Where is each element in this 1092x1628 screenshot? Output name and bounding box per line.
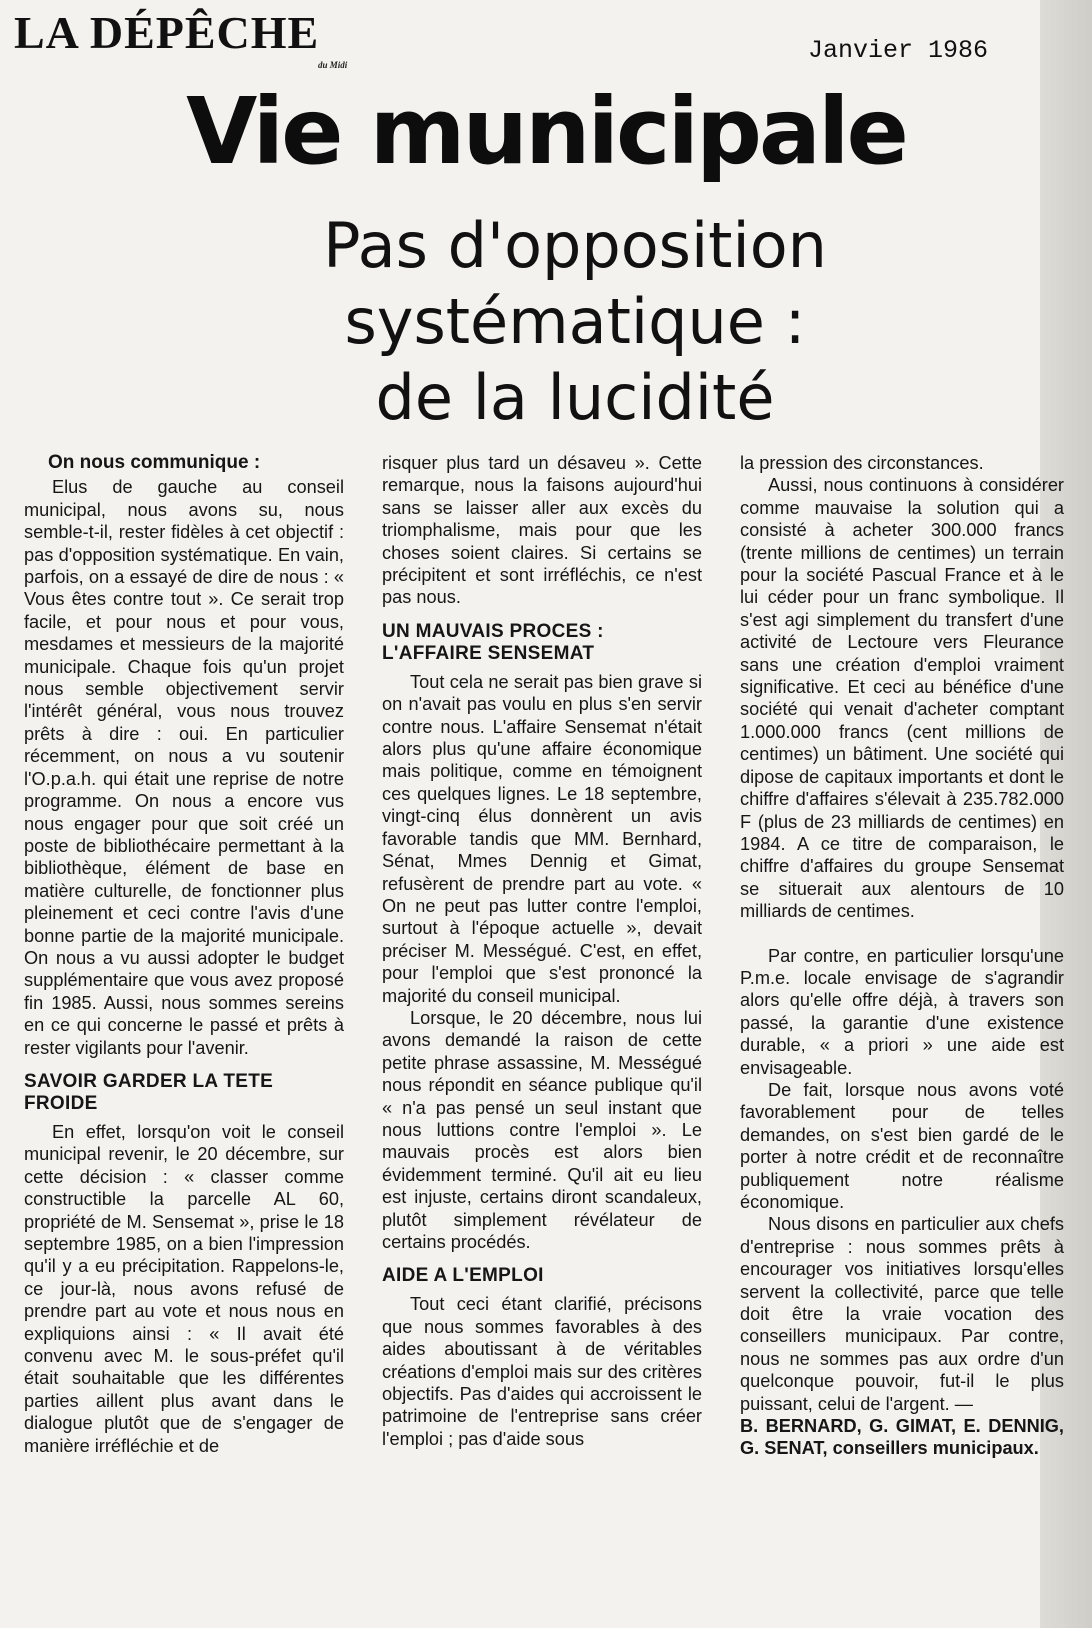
- lead-line: On nous communique :: [48, 452, 261, 473]
- paragraph: Aussi, nous continuons à considérer comme mauvaise la solution qui a consisté à acheter 300.000 francs (trente millions de centimes) un terrain pour la société Pascual France et à le lui céder pour un franc symbolique. Il s'est agi simplement du transfert d'une activité de Lectoure vers Fleurance sans une création d'emploi vraiment significative. Et ceci au bénéfice d'une société qui venait d'acheter comptant 1.000.000 francs (cent millions de centimes) un bâtiment. Une société qui dipose de capitaux importants et dont le chiffre d'affaires s'élevait à 235.782.000 F (plus de 23 milliards de centimes) en 1984. A ce titre de comparaison, le chiffre d'affaires du groupe Sensemat se situerait aux alentours de 10 milliards de centimes.: [740, 475, 1064, 922]
- masthead: LA DÉPÊCHE: [14, 7, 320, 58]
- headline-line: systématique :: [344, 285, 806, 358]
- paragraph: Par contre, en particulier lorsqu'une P.m.e. locale envisage de s'agrandir alors qu'elle offre déjà, à travers son passé, la garantie d'une existence durable, « a priori » une aide est envisageable.: [740, 945, 1064, 1078]
- paragraph: la pression des circonstances.: [740, 453, 984, 473]
- paragraph: Nous disons en particulier aux chefs d'entreprise : nous sommes prêts à encourager vos initiatives lorsqu'elles servent la collectivité, parce que telle doit être la vraie vocation des conseillers municipaux. Par contre, nous ne sommes pas aux ordre d'un quelconque pouvoir, fut-il le plus puissant, celui de l'argent. —: [740, 1214, 1064, 1414]
- paragraph: Elus de gauche au conseil municipal, nous avons su, nous semble-t-il, rester fidèles à cet objectif : pas d'opposition systématique. En vain, parfois, on a essayé de dire de nous : « Vous êtes contre tout ». Ce serait trop facile, et pour nous et pour vous, mesdames et messieurs de la majorité municipale. Chaque fois qu'un projet nous semble objectivement servir l'intérêt général, vous nous trouvez prêts à dire : oui. En particulier récemment, on nous a vu soutenir l'O.p.a.h. qui était une reprise de notre programme. On nous a encore vus nous engager pour que soit créé un poste de bibliothécaire permettant à la bibliothèque, élément de base en matière culturelle, de fonctionner plus pleinement et ceci contre l'avis d'une bonne partie de la majorité municipale. On nous a vu aussi adopter le budget supplémentaire que vous avez proposé fin 1985. Aussi, nous sommes sereins en ce qui concerne le passé et prêts à rester vigilants pour l'avenir.: [24, 477, 344, 1058]
- paragraph: Lorsque, le 20 décembre, nous lui avons demandé la raison de cette petite phrase assassine, M. Mességué nous répondit en séance publique qu'il « n'a pas pensé un seul instant que nous luttions contre l'emploi ». Le mauvais procès est alors bien évidemment terminé. Qu'il ait eu lieu est injuste, certains diront scandaleux, plutôt simplement révélateur de certains procédés.: [382, 1007, 702, 1252]
- masthead-subtitle: du Midi: [318, 60, 348, 70]
- article-column-1: [24, 452, 344, 1457]
- headline: [150, 208, 1000, 436]
- paragraph: risquer plus tard un désaveu ». Cette remarque, nous la faisons aujourd'hui sans se laisser aller aux excès du triomphalisme, mais pour que les choses soient claires. Si certains se précipitent et sont irréfléchis, ce n'est pas nous.: [382, 453, 702, 608]
- article-column-2: [382, 452, 702, 1450]
- subheading: SAVOIR GARDER LA TETE FROIDE: [24, 1070, 274, 1114]
- paragraph: De fait, lorsque nous avons voté favorablement pour de telles demandes, on s'est bien gardé de le porter à notre crédit et de reconnaître publiquement notre réalisme économique.: [740, 1079, 1064, 1212]
- headline-line: de la lucidité: [375, 361, 775, 434]
- publication-date: Janvier 1986: [808, 36, 989, 65]
- subheading: UN MAUVAIS PROCES : L'AFFAIRE SENSEMAT: [382, 620, 604, 664]
- section-kicker: Vie municipale: [186, 78, 906, 185]
- paragraph: Tout cela ne serait pas bien grave si on n'avait pas voulu en plus s'en servir contre nous. L'affaire Sensemat n'était alors plus qu'une affaire économique mais politique, comme en témoignent ces quelques lignes. Le 18 septembre, vingt-cinq élus donnèrent un avis favorable tandis que MM. Bernhard, Sénat, Mmes Dennig et Gimat, refusèrent de prendre part au vote. « On ne peut pas lutter contre l'emploi, surtout à l'époque actuelle », devait préciser M. Mességué. C'est, en effet, pour l'emploi que s'est prononcé la majorité du conseil municipal.: [382, 671, 702, 1006]
- column-gap: [740, 923, 1064, 945]
- headline-line: Pas d'opposition: [323, 209, 827, 282]
- signature: B. BERNARD, G. GIMAT, E. DENNIG, G. SENAT, conseillers municipaux.: [740, 1416, 1064, 1459]
- article-column-3: [740, 452, 1064, 1460]
- paragraph: Tout ceci étant clarifié, précisons que nous sommes favorables à des aides aboutissant à de véritables créations d'emploi mais sur des critères objectifs. Pas d'aides qui accroissent le patrimoine de l'entreprise sans créer l'emploi ; pas d'aide sous: [382, 1294, 702, 1449]
- paragraph: En effet, lorsqu'on voit le conseil municipal revenir, le 20 décembre, sur cette décision : « classer comme constructible la parcelle AL 60, propriété de M. Sensemat », prise le 18 septembre 1985, on a bien l'impression qu'il y a eu précipitation. Rappelons-le, ce jour-là, nous avons refusé de prendre part au vote et nous nous en expliquions ainsi : « Il avait été convenu avec M. le sous-préfet qu'il était souhaitable que les différentes parties aillent plus avant dans le dialogue plutôt que de s'engager de manière irréfléchie et de: [24, 1121, 344, 1456]
- subheading: AIDE A L'EMPLOI: [382, 1265, 544, 1287]
